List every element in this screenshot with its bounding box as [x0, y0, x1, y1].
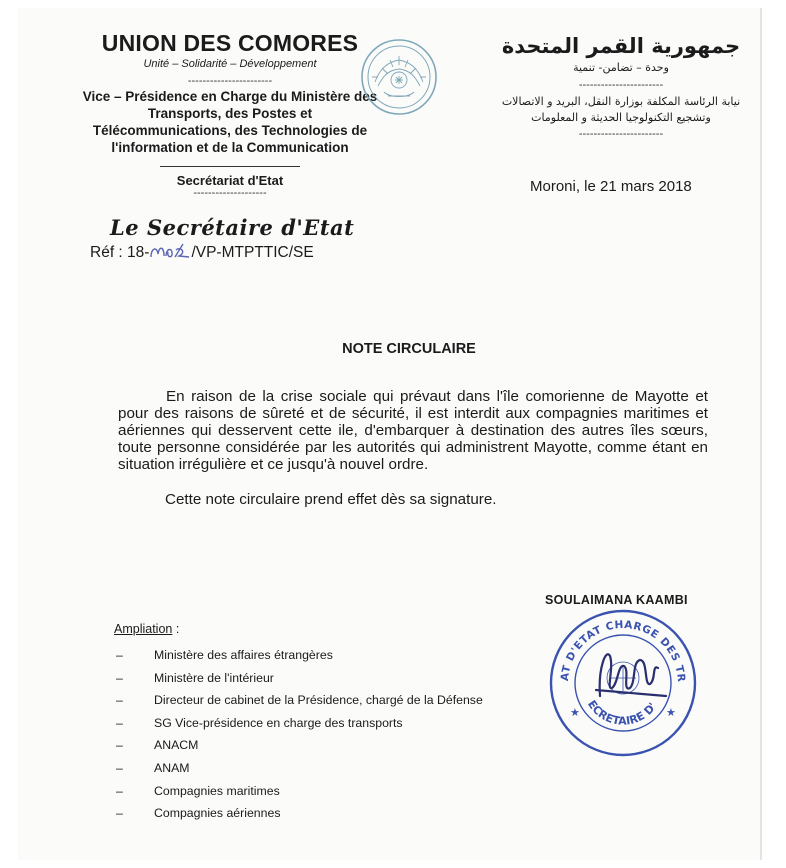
signatory-name: SOULAIMANA KAAMBI: [545, 593, 688, 607]
header-right: [496, 34, 746, 139]
country-motto: Unité – Solidarité – Développement: [143, 58, 317, 70]
ampliation-label-text: Ampliation: [114, 622, 173, 636]
official-stamp-icon: [548, 608, 698, 758]
list-item: [116, 644, 483, 667]
handwritten-number-icon: [149, 242, 191, 260]
ministry-name: Vice – Présidence en Charge du Ministère des Transports, des Postes et Télécommunications, des Technologies de l'information et de la Communication: [82, 89, 378, 155]
country-name-arabic: جمهورية القمر المتحدة: [501, 34, 741, 58]
country-motto-arabic: وحدة – تضامن- تنمية: [573, 61, 669, 74]
list-item-text: ANAM: [154, 760, 190, 775]
list-dash: –: [116, 783, 123, 798]
ampliation-label: [114, 622, 179, 636]
ampliation-list: [116, 644, 483, 825]
list-item: [116, 780, 483, 803]
place-and-date: Moroni, le 21 mars 2018: [530, 178, 692, 195]
list-dash: –: [116, 738, 123, 753]
separator-dashes-arabic-2: -----------------------: [578, 128, 664, 140]
list-dash: –: [116, 693, 123, 708]
list-item: [116, 667, 483, 690]
body-paragraph-1: En raison de la crise sociale qui prévaut dans l'île comorienne de Mayotte et pour des raisons de sûreté et de sécurité, il est interdit aux compagnies maritimes et aériennes qui desservent cette ile, d'embarquer à destination des autres îles sœurs, toute personne considérée par les autorités qui administrent Mayotte, comme étant en situation irrégulière et ce jusqu'à nouvel ordre.: [118, 388, 708, 473]
reference-number: [90, 242, 314, 262]
list-dash: –: [116, 648, 123, 662]
separator-dashes-2: --------------------: [193, 187, 267, 199]
separator-dashes: -----------------------: [187, 75, 273, 87]
ampliation-label-colon: :: [172, 622, 180, 636]
list-item: [116, 689, 483, 712]
coat-of-arms-emblem-icon: [360, 38, 438, 116]
reference-suffix: /VP-MTPTTIC/SE: [191, 244, 314, 261]
list-item: [116, 757, 483, 780]
list-item-text: SG Vice-présidence en charge des transports: [154, 715, 403, 730]
list-item: [116, 734, 483, 757]
list-dash: –: [116, 760, 123, 775]
svg-text:★: ★: [570, 707, 580, 719]
ministry-name-arabic: نيابة الرئاسة المكلفة بوزارة النقل، البريد و الاتصالات وتشجيع التكنولوجيا الحديثة و المعلومات: [501, 95, 741, 124]
separator-dashes-arabic: -----------------------: [578, 79, 664, 91]
list-item-text: Ministère de l'intérieur: [154, 670, 274, 685]
header-left: [80, 30, 380, 198]
signatory-title: Le Secrétaire d'Etat: [110, 215, 355, 240]
svg-text:★: ★: [666, 707, 676, 719]
document-page: [18, 8, 762, 860]
list-item-text: Ministère des affaires étrangères: [154, 648, 333, 662]
list-dash: –: [116, 715, 123, 730]
body-paragraph-2: Cette note circulaire prend effet dès sa signature.: [165, 491, 497, 508]
document-title: NOTE CIRCULAIRE: [342, 341, 476, 357]
list-item-text: ANACM: [154, 738, 199, 753]
list-item-text: Compagnies aériennes: [154, 806, 281, 821]
handwritten-signature: [596, 654, 666, 696]
list-item-text: Compagnies maritimes: [154, 783, 280, 798]
list-item: [116, 712, 483, 735]
stamp-outer-text: AT D'ETAT CHARGE DES TR: [558, 618, 688, 683]
list-item-text: Directeur de cabinet de la Présidence, chargé de la Défense: [154, 693, 483, 708]
list-dash: –: [116, 670, 123, 685]
svg-text:SECRETARIAT D'ETAT CHARGE DES: [548, 608, 687, 683]
list-dash: –: [116, 806, 123, 821]
list-item: [116, 802, 483, 825]
separator-rule: [160, 166, 300, 167]
secretariat-label: Secrétariat d'Etat: [176, 173, 284, 188]
reference-prefix: Réf : 18-: [90, 244, 150, 261]
stamp-inner-text: ECRETAIRE D': [585, 697, 660, 728]
country-name: UNION DES COMORES: [101, 30, 359, 56]
